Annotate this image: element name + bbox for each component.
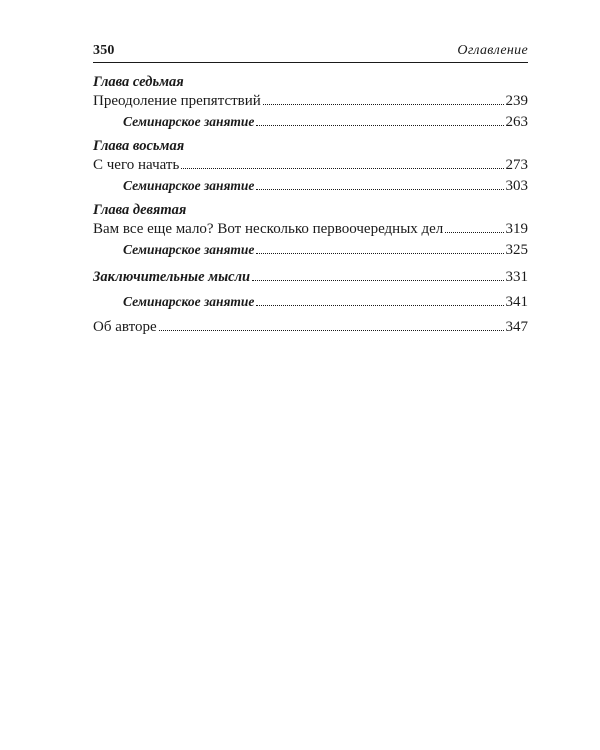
toc-entry-page: 263 xyxy=(505,114,528,130)
toc-entry-label: Вам все еще мало? Вот несколько первоочередных дел xyxy=(93,221,444,237)
section-title: Оглавление xyxy=(457,43,528,58)
dot-leader xyxy=(256,305,503,306)
toc-entry-label: Семинарское занятие xyxy=(123,242,255,257)
toc-entry-page: 331 xyxy=(505,269,528,285)
toc-subentry xyxy=(93,111,528,133)
page-number: 350 xyxy=(93,43,115,58)
chapter-heading-9: Глава девятая xyxy=(93,202,187,218)
dot-leader xyxy=(256,253,503,254)
toc-entry-page: 325 xyxy=(505,242,528,258)
toc-subentry xyxy=(93,175,528,197)
chapter-heading-8: Глава восьмая xyxy=(93,138,185,154)
dot-leader xyxy=(263,104,504,105)
table-of-contents xyxy=(93,73,528,337)
toc-entry-page: 319 xyxy=(505,221,528,237)
toc-entry-about xyxy=(93,317,528,337)
toc-entry-page: 273 xyxy=(505,157,528,173)
toc-entry xyxy=(93,219,528,239)
toc-entry-label: Семинарское занятие xyxy=(123,294,255,309)
toc-entry xyxy=(93,155,528,175)
dot-leader xyxy=(181,168,503,169)
dot-leader xyxy=(256,189,503,190)
toc-entry-page: 341 xyxy=(505,294,528,310)
header-rule xyxy=(93,62,528,63)
toc-entry-label: Об авторе xyxy=(93,319,157,335)
running-head xyxy=(93,43,528,59)
toc-subentry xyxy=(93,239,528,261)
toc-entry-label: Заключительные мысли xyxy=(93,269,251,285)
toc-entry-page: 303 xyxy=(505,178,528,194)
dot-leader xyxy=(252,280,503,281)
toc-entry xyxy=(93,91,528,111)
toc-entry-label: Семинарское занятие xyxy=(123,114,255,129)
toc-entry-label: Преодоление препятствий xyxy=(93,93,261,109)
toc-entry-label: С чего начать xyxy=(93,157,180,173)
dot-leader xyxy=(256,125,503,126)
chapter-heading-7: Глава седьмая xyxy=(93,74,184,90)
toc-entry-label: Семинарское занятие xyxy=(123,178,255,193)
toc-entry-closing xyxy=(93,267,528,287)
toc-subentry xyxy=(93,291,528,313)
toc-entry-page: 347 xyxy=(505,319,528,335)
dot-leader xyxy=(445,232,503,233)
dot-leader xyxy=(159,330,504,331)
toc-entry-page: 239 xyxy=(505,93,528,109)
